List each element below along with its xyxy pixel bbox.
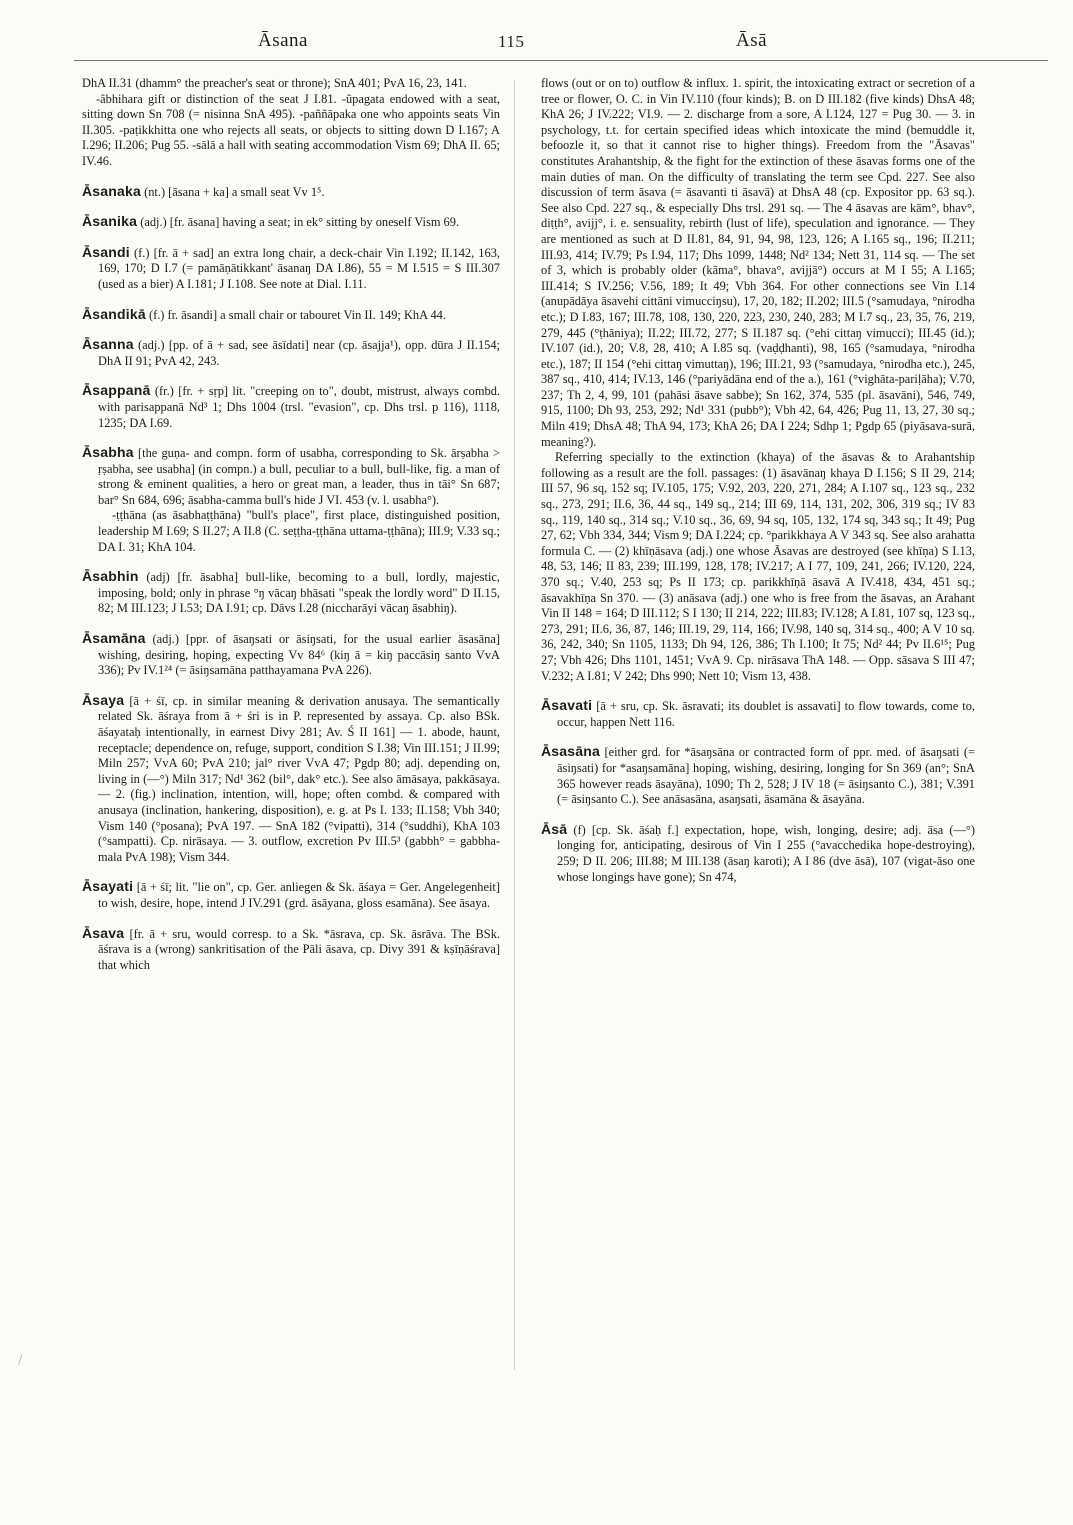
headword: Āsasāna (541, 743, 600, 760)
headword: Āsava (82, 924, 125, 941)
entry-text: (adj.) [pp. of ā + sad, see āsīdati] near (cp. āsajja¹), opp. dūra J II.154; DhA II 91; PvA 42, 243. (98, 338, 500, 368)
headword: Āsamāna (82, 630, 146, 647)
headword: Āsappanā (82, 382, 151, 399)
entry-asabhin (82, 569, 500, 617)
entry-asanaka (82, 184, 500, 201)
headword: Āsavati (541, 697, 593, 714)
headword: Āsayati (82, 878, 134, 895)
entry-asaya (82, 693, 500, 866)
header-rule (74, 60, 1048, 61)
entry-text: [ā + śī, cp. in similar meaning & derivation anusaya. The semantically related Sk. āśraya from ā + śri is in P. represented by assaya. Cp. also BSk. āśayataḥ intentionally, in earnest Divy 281; Av. Ś II 161] — 1. abode, haunt, receptacle; dependence on, refuge, support, condition S I.38; Vin III.151; J II.99; Miln 257; VvA 60; PvA 210; jal° river VvA 47; Pgdp 80; adj. depending on, living in (—°) Miln 317; Nd¹ 362 (bil°, dak° etc.). See also āmāsaya, pakkāsaya. — 2. (fig.) inclination, intention, will, hope; often combd. & compared with anusaya (inclination, hankering, disposition), e. g. at Ps I. 133; II.158; Vbh 340; Vism 140 (°posana); PvA 197. — SnA 182 (°vipatti), 314 (°suddhi), KhA 103 (°sampatti). Cp. nirāsaya. — 3. outflow, excretion Pv III.5³ (gabbh° = gabbha-mala PvA 198); Vism 344. (98, 693, 500, 864)
entry-text: (f.) [fr. ā + sad] an extra long chair, a deck-chair Vin I.192; II.142, 163, 169, 170; D I.7 (= pamāṇātikkant' āsanaŋ DA I.86), 55 = M I.515 = S III.307 (used as a bier) A I.181; J I.108. See note at Dial. I.11. (98, 245, 500, 291)
asava-extinction: Referring specially to the extinction (khaya) of the āsavas & to Arahantship following as a result are the foll. passages: (1) āsavānaŋ khaya D I.156; S II 29, 214; III 57, 96 sq, 152 sq; IV.105, 175; V.92, 203, 220, 271, 284; A I.107 sq., 123 sq., 232 sq., 273, 291; II.6, 36, 44 sq., 149 sq., 214; III 69, 114, 131, 202, 306, 319 sq.; IV 83 sq., 119, 140 sq., 314 sq.; V.10 sq., 36, 69, 94 sq, 105, 132, 174 sq, 343 sq.; It 49; Pug 27, 62; Vbh 334, 344; Vism 9; DA I.224; cp. °parikkhaya A V 343 sq. See also arahatta formula C. — (2) khīṇāsava (adj.) one whose Āsavas are destroyed (see khīṇa) S I.13, 48, 53, 146; II 83, 239; III.199, 128, 178; IV.217; A I 77, 109, 241, 266; IV.120, 224, 370 sq.; V.40, 253 sq; Ps II 173; cp. parikkhīṇā āsavā A IV.418, 434, 451 sq.; āsavakhīṇa Sn 370. — (3) anāsava (adj.) one who is free from the āsavas, an Arahant Vin II 148 = 164; D III.112; S I 130; II 214, 222; III.83; IV.128; A I.81, 107 sq, 123 sq., 273, 291; II.6, 36, 87, 146; III.19, 29, 114, 166; IV.98, 140 sq, 314 sq., 400; A V 10 sq. 36, 242, 340; Sn 1105, 1133; Dh 94, 126, 386; Th I.100; It 75; Nd² 44; Pv II.6¹⁵; Pug 27; Vbh 426; Dhs 1101, 1451; VvA 9. Cp. nirāsava ThA 148. — Opp. sāsava S III 47; V.232; A I.81; V 242; Dhs 990; Nett 10; Vism 13, 438. (541, 450, 975, 683)
running-head (80, 30, 1043, 56)
headword: Āsabha (82, 444, 134, 461)
entry-text: (adj.) [fr. āsana] having a seat; in ek° sitting by oneself Vism 69. (137, 215, 460, 230)
headword: Āsandi (82, 243, 130, 260)
entry-text: [ā + sru, cp. Sk. āsravati; its doublet is assavati] to flow towards, come to, occur, happen Nett 116. (557, 699, 975, 729)
entry-asamana (82, 631, 500, 679)
entry-text: (adj.) [ppr. of āsaŋsati or āsiŋsati, for the usual earlier āsasāna] wishing, desiring, hoping, expecting Vv 84⁶ (kiŋ ā = kiŋ paccāsiŋ santo VvA 336); Pv IV.1²⁴ (= āsiŋsamāna patthayamana PvA 226). (98, 632, 500, 678)
headword: Āsaya (82, 691, 125, 708)
headword: Āsanika (82, 213, 138, 230)
entry-asavati (541, 698, 975, 730)
headword: Āsā (541, 820, 568, 837)
headword: Āsabhin (82, 568, 139, 585)
entry-asanna (82, 337, 500, 369)
entry-text: [fr. ā + sru, would corresp. to a Sk. *āsrava, cp. Sk. āsrāva. The BSk. āśrava is a (wrong) sankritisation of the Pāli āsava, cp. Divy 391 & kṣīṇāśrava] that which (98, 926, 500, 972)
asava-continuation (541, 76, 975, 684)
margin-mark: / (18, 1352, 23, 1369)
entry-asasana (541, 744, 975, 807)
continuation-text: DhA II.31 (dhamm° the preacher's seat or throne); SnA 401; PvA 16, 23, 141. (82, 76, 467, 90)
entry-text: (f.) fr. āsandi] a small chair or tabouret Vin II. 149; KhA 44. (145, 307, 446, 322)
entry-subentry: -ṭṭhāna (as āsabhaṭṭhāna) "bull's place", first place, distinguished position, leadership M I.69; S II.27; A II.8 (C. seṭṭha-ṭṭhāna uttama-ṭṭhāna); III.9; V.33 sq.; DA I. 31; KhA 104. (98, 508, 500, 554)
headword: Āsanaka (82, 182, 141, 199)
entry-asa (541, 822, 975, 885)
asana-continuation (82, 76, 500, 170)
headword: Āsandikā (82, 305, 146, 322)
entry-asayati (82, 879, 500, 911)
entry-asanika (82, 214, 500, 231)
entry-asappana (82, 383, 500, 431)
entry-asandi (82, 245, 500, 293)
entry-text: (f) [cp. Sk. āśaḥ f.] expectation, hope, wish, longing, desire; adj. āsa (—°) longing for, anticipating, desirous of Vin I 255 (°avacchedika hope-destroying), 259; D II. 206; III.88; M III.138 (āsaŋ karoti); A I 86 (dve āsā), 107 (vigat-āso one whose longings have gone); Sn 474, (557, 822, 975, 884)
right-column (541, 76, 975, 899)
entry-asandika (82, 307, 500, 324)
header-left-word: Āsana (258, 30, 308, 51)
continuation-compounds: -âbhihara gift or distinction of the seat J I.81. -ûpagata endowed with a seat, sitting down Sn 708 (= nisinna SnA 495). -paññāpaka one who appoints seats Vin II.305. -paṭikkhitta one who rejects all seats, or objects to sitting down D I.167; A I.296; II.206; Pug 55. -sālā a hall with seating accommodation Vism 69; DhA II. 65; IV.46. (82, 91, 500, 168)
entry-asava (82, 926, 500, 974)
entry-asabha (82, 445, 500, 555)
entry-text: [either grd. for *āsaŋsāna or contracted form of ppr. med. of āsaŋsati (= āsiŋsati) for *asaŋsamāna] hoping, wishing, desiring, longing for Sn 369 (an°; SnA 365 however reads āsayāna), 1090; Th 2, 528; J IV 18 (= āsiŋsanto C.), 381; V.391 (= āsiŋsanto C.). See anāsasāna, asaŋsati, āsamāna & āsayāna. (557, 745, 975, 807)
asava-senses: flows (out or on to) outflow & influx. 1. spirit, the intoxicating extract or secretion of a tree or flower, O. C. in Vin IV.110 (four kinds); B. on D III.182 (five kinds) DhsA 48; KhA 26; J IV.222; VI.9. — 2. discharge from a sore, A I.124, 127 = Pug 30. — 3. in psychology, t.t. for certain specified ideas which intoxicate the mind (bemuddle it, befoozle it, so that it cannot rise to higher things). Freedom from the "Āsavas" constitutes Arahantship, & the fight for the extinction of these āsavas forms one of the main duties of man. On the difficulty of translating the term see Cpd. 227. See also discussion of term āsava (= āsavanti ti āsavā) at DhsA 48 (cp. Expositor pp. 63 sq.). See also Cpd. 227 sq., & especially Dhs trsl. 291 sq. — The 4 āsavas are kām°, bhav°, diṭṭh°, avijj°, i. e. sensuality, rebirth (lust of life), speculation and ignorance. — They are mentioned as such at D II.81, 84, 91, 94, 98, 123, 126; A I.165 sq., 196; II.211; III.93, 414; IV.79; Ps I.94, 117; Dhs 1099, 1448; Nd² 134; Nett 31, 114 sq. — The set of 3, which is probably older (kāma°, bhava°, avijjā°) occurs at M I 55; A I.165; III.414; S IV.256; V.56, 189; It 49; Vbh 364. For other connections see Vin I.14 (anupādāya āsavehi cittāni vimucciŋsu), 17, 20, 182; II.202; III.5 (°samudaya, °nirodha etc.); D I.83, 167; III.78, 108, 130, 220, 223, 230, 240, 283; M I.7 sq., 23, 35, 76, 219, 279, 445 (°ṭhāniya); II.22; III.72, 277; S II.187 sq. (°ehi cittaŋ vimucci); III.45 (id.); IV.107 (id.), 20; V.8, 28, 410; A I.85 sq. (vaḍḍhanti), 98, 165 (°samudaya, °nirodha etc.), 187; II 154 (°ehi cittaŋ vimuttaŋ), 196; III.21, 93 (°samudaya, °nirodha etc.), 245, 387 sq., 410, 414; IV.13, 146 (°pariyādāna end of the a.), 161 (°vighāta-pariḷāha); V.70, 237; Th 2, 4, 99, 101 (pahāsi āsave sabbe); Sn 162, 374, 535 (pl. āsavāni), 546, 749, 915, 1100; Dh 93, 253, 292; Nd¹ 331 (pubb°); Vbh 42, 64, 426; Pug 11, 13, 27, 30 sq.; Miln 419; DhsA 48; ThA 94, 173; KhA 26; DA I 224; Sdhp 1; Pgdp 65 (piyāsava-surā, meaning?). (541, 76, 975, 449)
entry-text: [the guṇa- and compn. form of usabha, corresponding to Sk. ārṣabha > ṛṣabha, see usabha] (in compn.) a bull, peculiar to a bull, bull-like, fig. a man of strong & eminent qualities, a hero or great man, a leader, thus in tāi° Sn 687; bar° Sn 684, 696; āsabha-camma bull's hide J VI. 453 (v. l. usabha°). (98, 446, 500, 507)
left-column (82, 76, 500, 987)
page-number: 115 (498, 32, 525, 51)
entry-text: (adj) [fr. āsabha] bull-like, becoming to a bull, lordly, majestic, imposing, bold; only in phrase °ŋ vācaŋ bhāsati "speak the lordly word" D II.15, 82; M III.123; J I.53; DA I.91; cp. Dāvs I.28 (niccharāyi vācaŋ āsabhiŋ). (98, 570, 500, 616)
entry-text: (fr.) [fr. + sṛp] lit. "creeping on to", doubt, mistrust, always combd. with parisappanā Nd³ 1; Dhs 1004 (trsl. "evasion", cp. Dhs trsl. p 116), 1118, 1235; DA I.69. (98, 384, 500, 430)
headword: Āsanna (82, 336, 134, 353)
entry-text: [ā + śī; lit. "lie on", cp. Ger. anliegen & Sk. āśaya = Ger. Angelegenheit] to wish, desire, hope, intend J IV.291 (grd. āsāyana, gloss esamāna). See āsaya. (98, 880, 500, 910)
column-divider (514, 80, 515, 1370)
header-right-word: Āsā (736, 30, 768, 51)
entry-text: (nt.) [āsana + ka] a small seat Vv 1⁵. (141, 184, 325, 199)
